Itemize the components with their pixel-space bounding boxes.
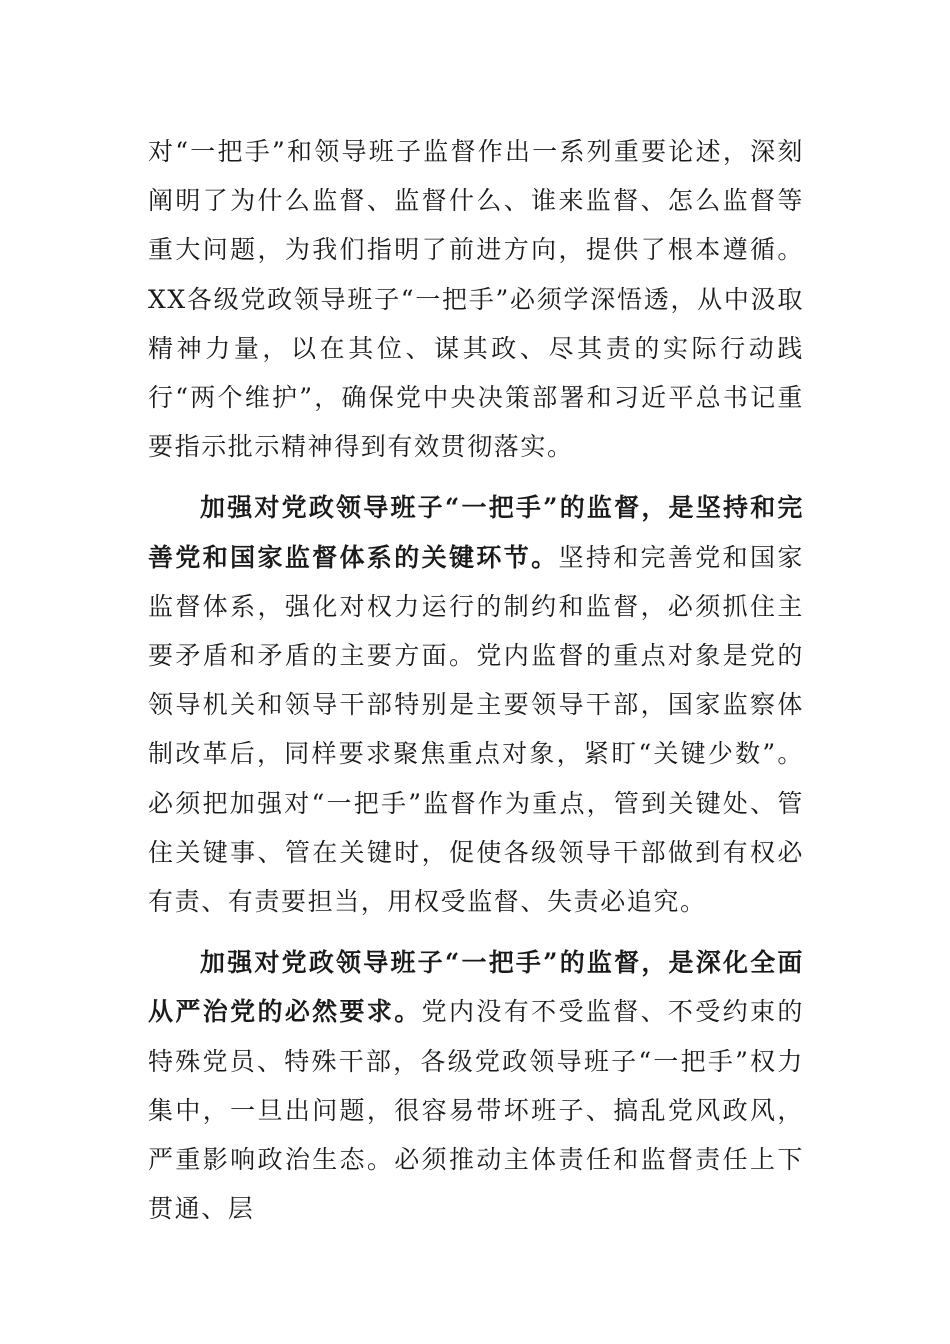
paragraph-3-text: 党内没有不受监督、不受约束的特殊党员、特殊干部，各级党政领导班子“一把手”权力集中，一旦出问题，很容易带坏班子、搞乱党风政风，严重影响政治生态。必须推动主体责任和监督责任上下贯通、层 — [148, 997, 804, 1224]
paragraph-2-text: 坚持和完善党和国家监督体系，强化对权力运行的制约和监督，必须抓住主要矛盾和矛盾的主要方面。党内监督的重点对象是党的领导机关和领导干部特别是主要领导干部，国家监察体制改革后，同样要求聚焦重点对象，紧盯“关键少数”。必须把加强对“一把手”监督作为重点，管到关键处、管住关键事、管在关键时，促使各级领导干部做到有权必有责、有责要担当，用权受监督、失责必追究。 — [148, 542, 804, 917]
paragraph-1-text: 对“一把手”和领导班子监督作出一系列重要论述，深刻阐明了为什么监督、监督什么、谁来监督、怎么监督等重大问题，为我们指明了前进方向，提供了根本遵循。XX各级党政领导班子“一把手”必须学深悟透，从中汲取精神力量，以在其位、谋其政、尽其责的实际行动践行“两个维护”，确保党中央决策部署和习近平总书记重要指示批示精神得到有效贯彻落实。 — [148, 137, 804, 462]
paragraph-3-lead: 加强对党政领导班子“一把手”的监督，是深化全面从严治党的必然要求。 — [148, 948, 804, 1027]
paragraph-3 — [148, 938, 804, 1233]
document-body — [148, 127, 804, 1245]
paragraph-1 — [148, 127, 804, 471]
paragraph-2-lead: 加强对党政领导班子“一把手”的监督，是坚持和完善党和国家监督体系的关键环节。 — [148, 493, 804, 572]
paragraph-2 — [148, 483, 804, 926]
